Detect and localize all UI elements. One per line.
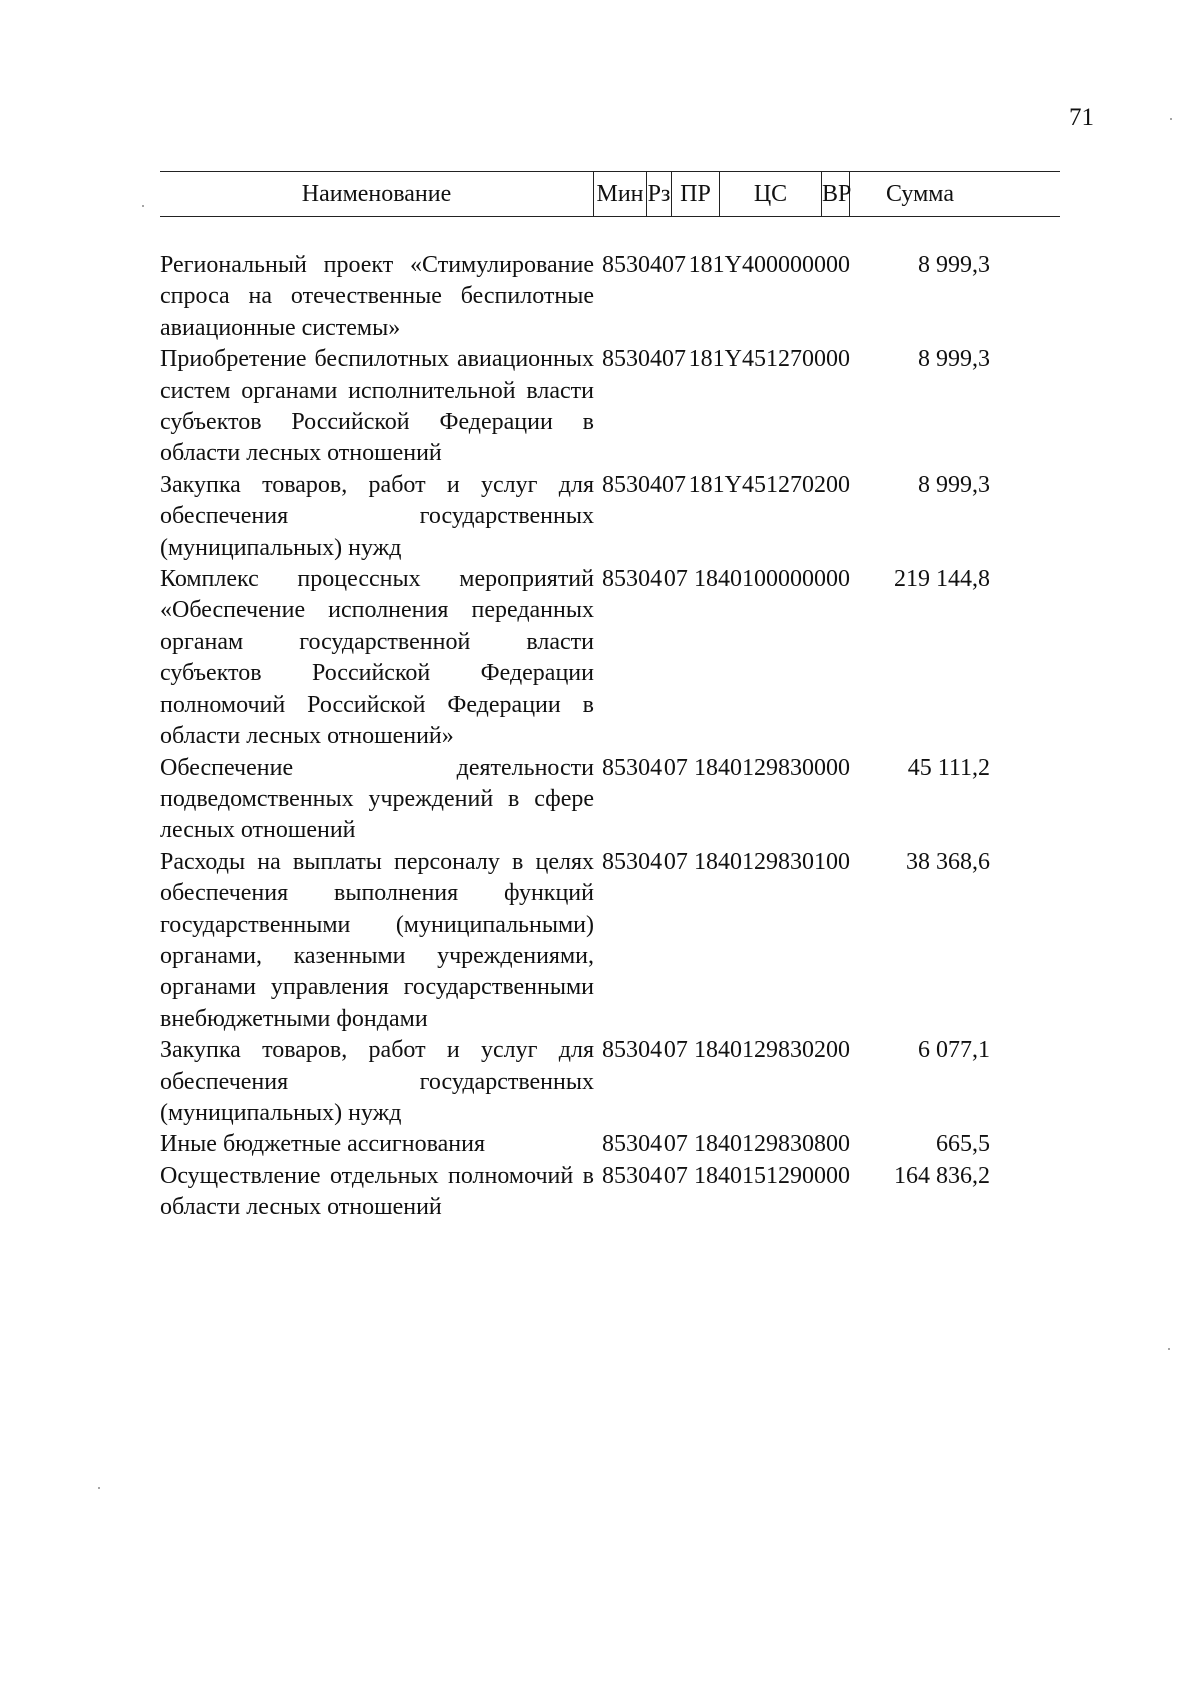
header-name: Наименование (160, 172, 594, 216)
table-row (160, 344, 1060, 470)
row-vr: 200 (814, 471, 850, 498)
row-name: Приобретение беспилотных авиационных систем органами исполнительной власти субъектов Российской Федерации в области лесных отношений (160, 346, 594, 467)
row-sum: 6 077,1 (918, 1037, 990, 1064)
row-sum: 164 836,2 (894, 1162, 990, 1189)
header-cs: ЦС (720, 172, 822, 216)
header-sum: Сумма (886, 181, 954, 207)
page-number: 71 (1069, 104, 1094, 131)
row-vr: 000 (814, 566, 850, 593)
row-name: Иные бюджетные ассигнования (160, 1131, 485, 1158)
row-name: Закупка товаров, работ и услуг для обеспечения государственных (муниципальных) нужд (160, 471, 594, 561)
row-codes (594, 847, 850, 1035)
row-rz: 04 (638, 346, 662, 373)
row-pr: 07 (662, 471, 686, 498)
table-row (160, 470, 1060, 564)
row-name: Расходы на выплаты персоналу в целях обеспечения выполнения функций государственными (муниципальными) органами, казенными учреждениями, органами управления государственными внебюджетными фондами (160, 848, 594, 1032)
row-pr: 07 (662, 252, 686, 278)
row-cs: 1840151290 (694, 1162, 814, 1189)
row-cs: 181Y400000 (688, 252, 814, 278)
row-pr: 07 (663, 1131, 688, 1158)
row-sum: 8 999,3 (918, 346, 990, 373)
row-vr: 000 (814, 1162, 850, 1189)
table-row (160, 1035, 1060, 1129)
row-codes (594, 1035, 850, 1129)
row-codes (594, 564, 850, 752)
row-rz: 04 (638, 471, 662, 498)
row-rz: 04 (638, 848, 663, 875)
row-min: 853 (602, 471, 638, 498)
row-sum: 38 368,6 (906, 848, 990, 875)
row-rz: 04 (638, 1131, 663, 1158)
row-vr: 000 (814, 754, 850, 781)
row-codes (594, 1129, 850, 1160)
scan-speck (142, 205, 144, 207)
table-row (160, 847, 1060, 1035)
table-row (160, 1161, 1060, 1224)
row-min: 853 (602, 1037, 638, 1064)
row-vr: 800 (814, 1131, 850, 1158)
row-codes (594, 344, 850, 470)
row-codes (594, 753, 850, 847)
row-rz: 04 (638, 1162, 663, 1189)
row-pr: 07 (663, 1162, 688, 1189)
scan-speck (1170, 118, 1172, 120)
row-vr: 100 (814, 848, 850, 875)
row-pr: 07 (663, 1037, 688, 1064)
table-row (160, 564, 1060, 752)
row-cs: 181Y451270 (688, 471, 814, 498)
row-codes (594, 250, 850, 344)
row-cs: 1840129830 (694, 848, 814, 875)
header-rz: Рз (647, 172, 672, 216)
row-pr: 07 (662, 346, 686, 373)
table-row (160, 1129, 1060, 1160)
row-codes (594, 1161, 850, 1224)
row-name: Комплекс процессных мероприятий «Обеспечение исполнения переданных органам государственной власти субъектов Российской Федерации полномочий Российской Федерации в области лесных отношений» (160, 566, 594, 750)
table-row (160, 250, 1060, 344)
row-name: Закупка товаров, работ и услуг для обеспечения государственных (муниципальных) нужд (160, 1037, 594, 1126)
row-cs: 1840129830 (694, 754, 814, 781)
row-sum: 8 999,3 (918, 252, 990, 278)
row-min: 853 (602, 346, 638, 373)
scan-speck (98, 1487, 100, 1489)
row-name: Обеспечение деятельности подведомственных учреждений в сфере лесных отношений (160, 754, 594, 844)
budget-table (160, 171, 1060, 1224)
row-min: 853 (602, 566, 638, 593)
row-vr: 000 (814, 252, 850, 278)
row-min: 853 (602, 848, 638, 875)
row-pr: 07 (663, 848, 688, 875)
row-rz: 04 (638, 1037, 663, 1064)
row-name: Региональный проект «Стимулирование спроса на отечественные беспилотные авиационные системы» (160, 252, 594, 341)
scan-speck (1168, 1348, 1170, 1350)
row-min: 853 (602, 754, 638, 781)
header-pr: ПР (672, 172, 720, 216)
row-rz: 04 (638, 252, 662, 278)
row-cs: 1840129830 (694, 1131, 814, 1158)
row-codes (594, 470, 850, 564)
row-pr: 07 (663, 754, 688, 781)
header-vr: ВР (822, 172, 850, 216)
row-min: 853 (602, 252, 638, 278)
row-sum: 8 999,3 (918, 471, 990, 498)
row-cs: 181Y451270 (688, 346, 814, 373)
row-sum: 219 144,8 (894, 566, 990, 593)
row-min: 853 (602, 1162, 638, 1189)
row-name: Осуществление отдельных полномочий в области лесных отношений (160, 1162, 594, 1221)
table-row (160, 753, 1060, 847)
row-cs: 1840100000 (694, 566, 814, 593)
row-vr: 200 (814, 1037, 850, 1064)
row-rz: 04 (638, 566, 663, 593)
row-cs: 1840129830 (694, 1037, 814, 1064)
row-rz: 04 (638, 754, 663, 781)
row-pr: 07 (663, 566, 688, 593)
row-min: 853 (602, 1131, 638, 1158)
row-sum: 665,5 (936, 1131, 990, 1158)
row-sum: 45 111,2 (907, 754, 990, 781)
header-min: Мин (594, 172, 647, 216)
row-vr: 000 (814, 346, 850, 373)
table-header (160, 171, 1060, 217)
